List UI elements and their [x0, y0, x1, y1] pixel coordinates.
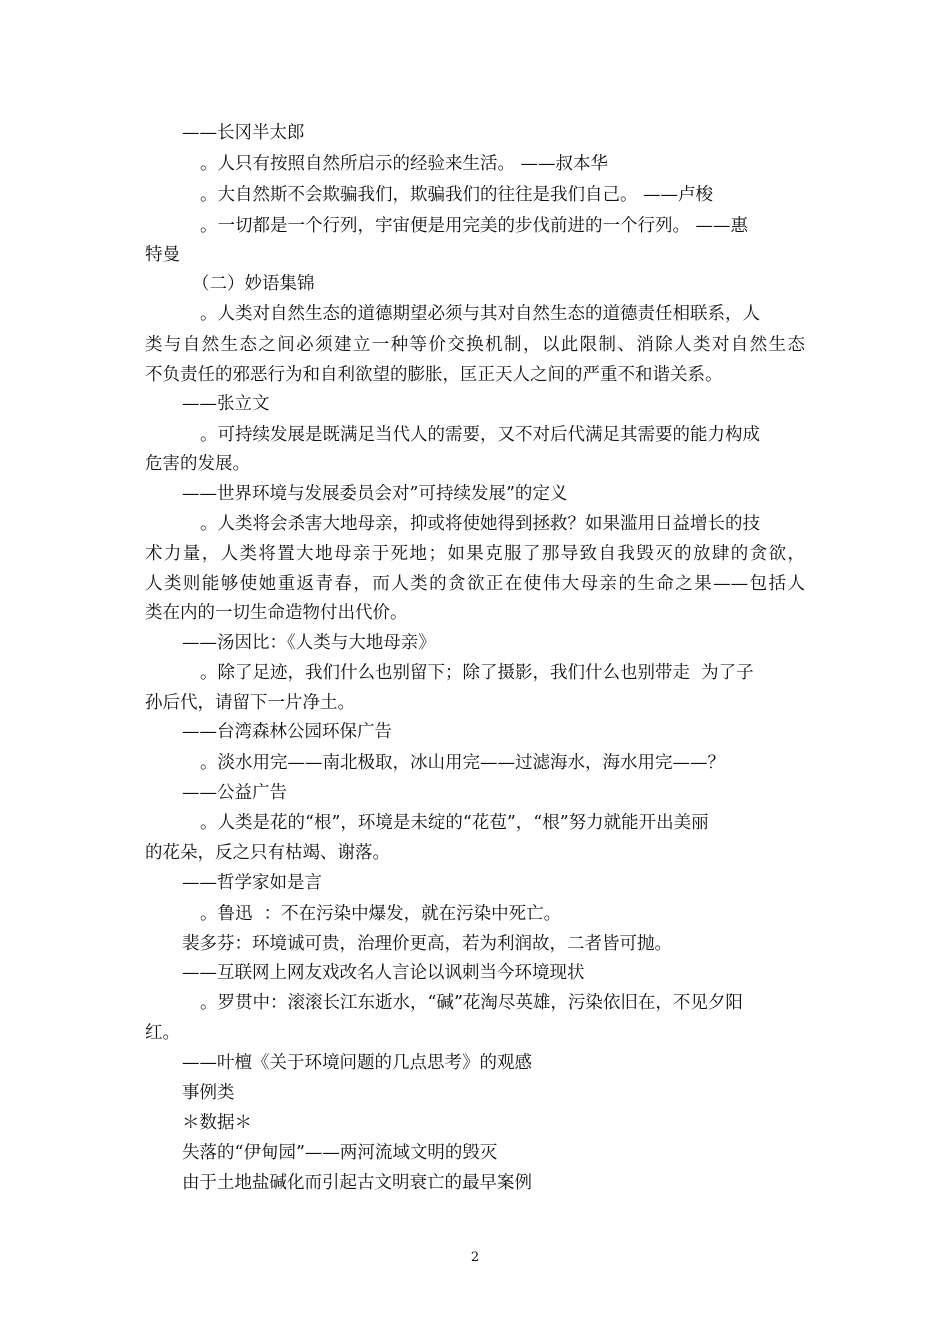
text-line: 。可持续发展是既满足当代人的需要，又不对后代满足其需要的能力构成	[200, 425, 760, 445]
text-line: 人类则能够使她重返青春，而人类的贪欲正在使伟大母亲的生命之果——包括人	[145, 574, 805, 594]
text-line: ——哲学家如是言	[182, 873, 322, 893]
section-heading: （二）妙语集锦	[192, 274, 315, 294]
text-line: 类与自然生态之间必须建立一种等价交换机制，以此限制、消除人类对自然生态	[145, 335, 805, 355]
section-heading: 事例类	[182, 1083, 235, 1103]
text-line: ——汤因比：《人类与大地母亲》	[182, 633, 436, 653]
text-line: ——世界环境与发展委员会对”可持续发展”的定义	[182, 484, 568, 504]
text-line: 。人类将会杀害大地母亲，抑或将使她得到拯救？如果滥用日益增长的技	[200, 514, 760, 534]
text-line: ——互联网上网友戏改名人言论以讽刺当今环境现状	[182, 963, 585, 983]
text-line: ——张立文	[182, 394, 270, 414]
text-line: 。人只有按照自然所启示的经验来生活。 ——叔本华	[200, 154, 609, 174]
text-line: 。人类对自然生态的道德期望必须与其对自然生态的道德责任相联系，人	[200, 304, 760, 324]
text-line: 。一切都是一个行列，宇宙便是用完美的步伐前进的一个行列。 ——惠	[200, 216, 749, 236]
text-line: 裴多芬：环境诚可贵，治理价更高，若为利润故，二者皆可抛。	[182, 934, 672, 954]
text-line: 。人类是花的“根”，环境是未绽的“花苞”，“根”努力就能开出美丽	[200, 813, 709, 833]
text-line: 。淡水用完——南北极取，冰山用完——过滤海水，海水用完——？	[200, 753, 725, 773]
text-line: 危害的发展。	[145, 454, 250, 474]
text-line: 。大自然斯不会欺骗我们，欺骗我们的往往是我们自己。 ——卢梭	[200, 185, 714, 205]
text-line: 红。	[145, 1023, 180, 1043]
text-line: 不负责任的邪恶行为和自利欲望的膨胀，匡正天人之间的严重不和谐关系。	[145, 365, 723, 385]
text-line: 。鲁迅 ：不在污染中爆发，就在污染中死亡。	[200, 904, 562, 924]
text-line: 。罗贯中：滚滚长江东逝水，“碱”花淘尽英雄，污染依旧在，不见夕阳	[200, 993, 743, 1013]
text-line: 类在内的一切生命造物付出代价。	[145, 603, 408, 623]
text-line: 特曼	[145, 245, 180, 265]
text-line: 术力量，人类将置大地母亲于死地；如果克服了那导致自我毁灭的放肆的贪欲，	[145, 544, 805, 564]
text-line: 孙后代，请留下一片净土。	[145, 693, 355, 713]
text-line: ——长冈半太郎	[182, 123, 305, 143]
text-line: 失落的“伊甸园”——两河流域文明的毁灭	[182, 1143, 498, 1163]
text-line: 的花朵，反之只有枯竭、谢落。	[145, 843, 390, 863]
text-line: ——公益广告	[182, 783, 287, 803]
text-line: ——叶檀《关于环境问题的几点思考》的观感	[182, 1053, 532, 1073]
text-line: 。除了足迹，我们什么也别留下；除了摄影，我们什么也别带走 为了子	[200, 663, 754, 683]
text-line: ＊数据＊	[182, 1113, 252, 1133]
page-number: 2	[470, 1250, 480, 1265]
text-line: 由于土地盐碱化而引起古文明衰亡的最早案例	[182, 1173, 532, 1193]
text-line: ——台湾森林公园环保广告	[182, 722, 392, 742]
